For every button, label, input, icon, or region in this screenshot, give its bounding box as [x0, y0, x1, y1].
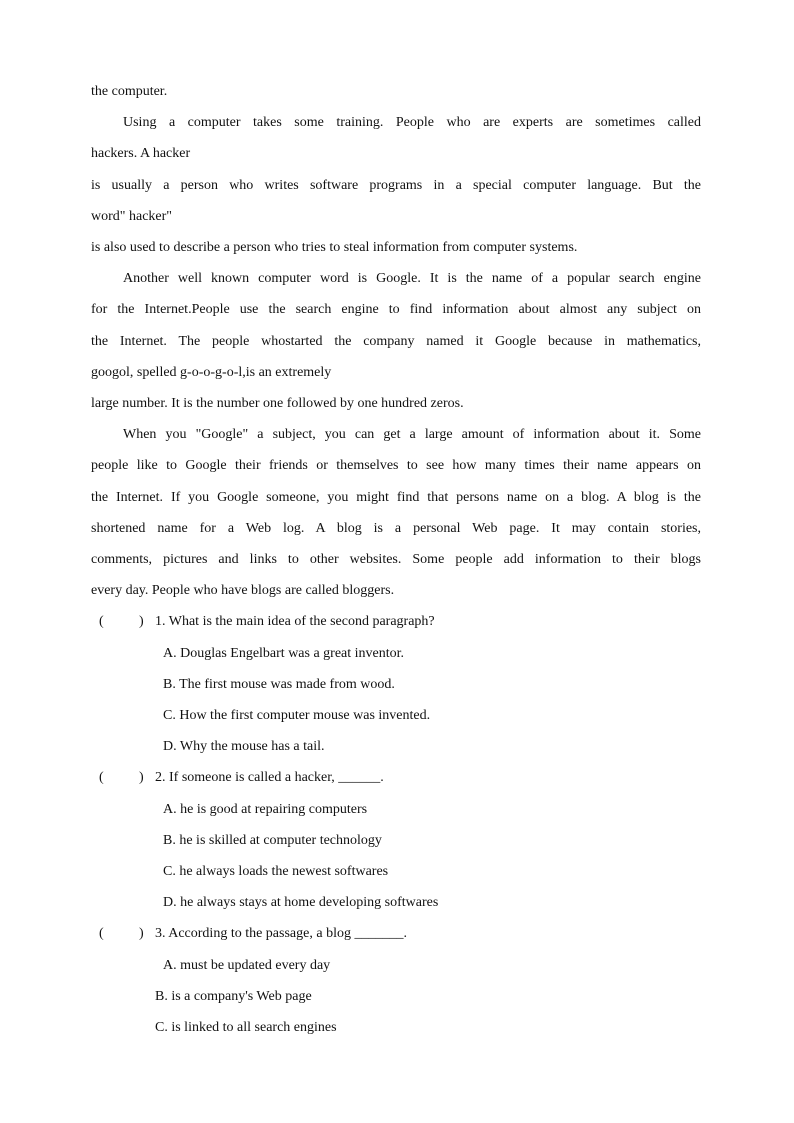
- option-a: A. Douglas Engelbart was a great inventor.: [163, 646, 405, 661]
- answer-blank-open-paren[interactable]: (: [99, 614, 104, 629]
- question-1: [99, 613, 709, 631]
- option-b: B. is a company's Web page: [155, 989, 312, 1004]
- answer-blank-close-paren: ): [139, 614, 144, 629]
- option-d: D. he always stays at home developing softwares: [163, 895, 439, 910]
- passage-line: comments, pictures and links to other websites. Some people add information to their blogs: [91, 552, 701, 567]
- answer-blank-open-paren[interactable]: (: [99, 926, 104, 941]
- option-a: A. must be updated every day: [163, 958, 331, 973]
- passage-line: large number. It is the number one followed by one hundred zeros.: [91, 396, 464, 411]
- passage-line: for the Internet.People use the search engine to find information about almost any subject on: [91, 302, 701, 317]
- option-d: D. Why the mouse has a tail.: [163, 739, 325, 754]
- passage-line: people like to Google their friends or themselves to see how many times their name appears on: [91, 458, 701, 473]
- question-text: 2. If someone is called a hacker, ______.: [155, 770, 384, 785]
- answer-blank-close-paren: ): [139, 926, 144, 941]
- option-b: B. he is skilled at computer technology: [163, 833, 382, 848]
- option-c: C. he always loads the newest softwares: [163, 864, 389, 879]
- option-c: C. is linked to all search engines: [155, 1020, 337, 1035]
- passage-line: hackers. A hacker: [91, 146, 191, 161]
- option-a: A. he is good at repairing computers: [163, 802, 368, 817]
- passage-line: word" hacker": [91, 209, 173, 224]
- answer-blank-close-paren: ): [139, 770, 144, 785]
- question-3: [99, 925, 709, 943]
- passage-line: the Internet. If you Google someone, you might find that persons name on a blog. A blog is the: [91, 490, 701, 505]
- passage-line: the Internet. The people whostarted the company named it Google because in mathematics,: [91, 334, 701, 349]
- question-text: 1. What is the main idea of the second paragraph?: [155, 614, 435, 629]
- passage-line: the computer.: [91, 84, 168, 99]
- passage-line: Using a computer takes some training. People who are experts are sometimes called: [123, 115, 701, 130]
- passage-line: is usually a person who writes software programs in a special computer language. But the: [91, 178, 701, 193]
- option-c: C. How the first computer mouse was invented.: [163, 708, 431, 723]
- question-2: [99, 769, 709, 787]
- passage-line: Another well known computer word is Google. It is the name of a popular search engine: [123, 271, 701, 286]
- passage-line: shortened name for a Web log. A blog is a personal Web page. It may contain stories,: [91, 521, 701, 536]
- answer-blank-open-paren[interactable]: (: [99, 770, 104, 785]
- question-text: 3. According to the passage, a blog _______.: [155, 926, 407, 941]
- passage-line: is also used to describe a person who tries to steal information from computer systems.: [91, 240, 578, 255]
- passage-line: When you "Google" a subject, you can get a large amount of information about it. Some: [123, 427, 701, 442]
- passage-line: googol, spelled g-o-o-g-o-l,is an extremely: [91, 365, 332, 380]
- passage-line: every day. People who have blogs are called bloggers.: [91, 583, 395, 598]
- option-b: B. The first mouse was made from wood.: [163, 677, 395, 692]
